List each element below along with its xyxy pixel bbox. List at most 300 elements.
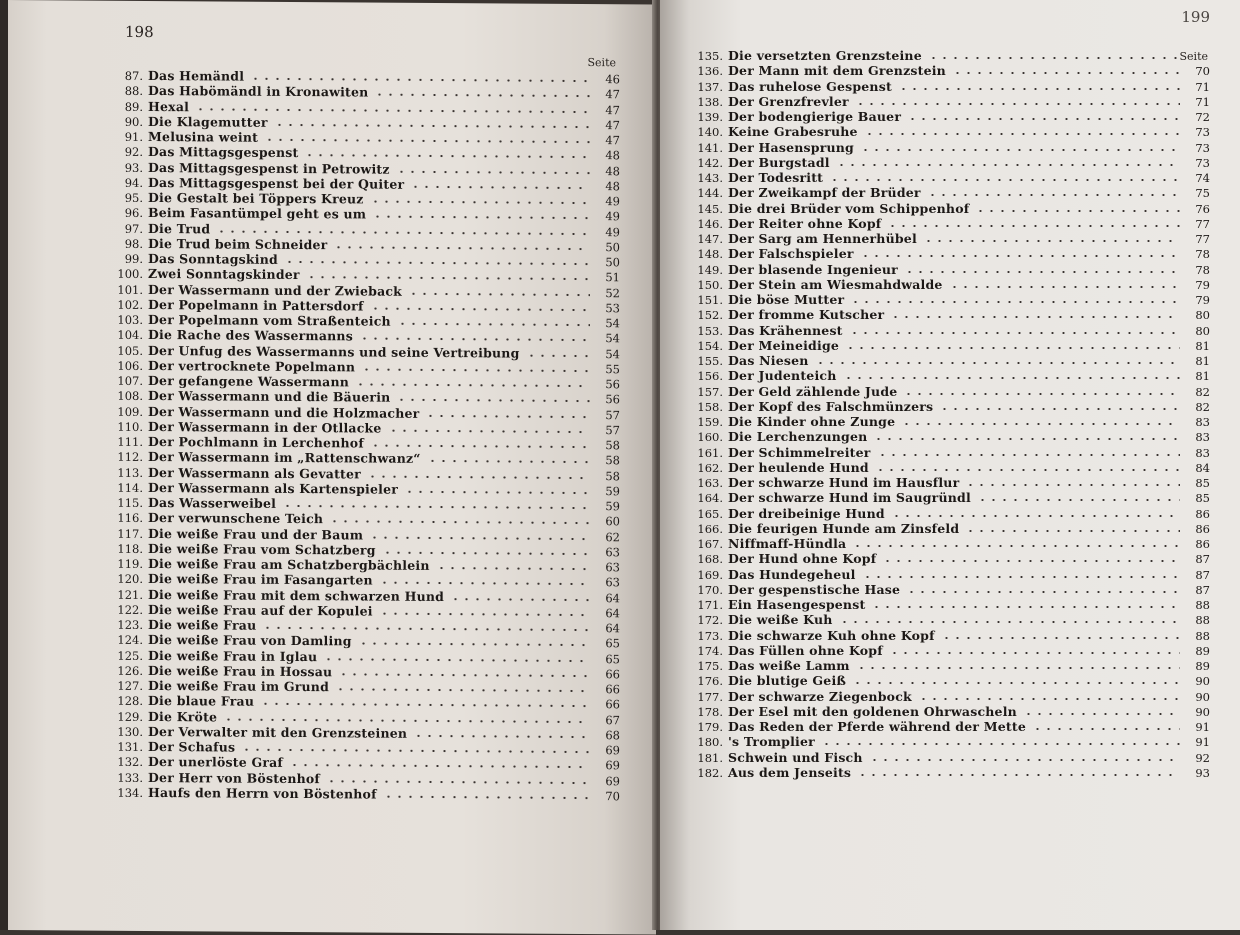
- dot-leader: [952, 72, 1180, 74]
- toc-entry: [688, 368, 1210, 383]
- entry-title: Das weiße Lamm: [728, 658, 850, 673]
- entry-number: 88.: [124, 84, 143, 99]
- entry-page: 89: [1195, 643, 1210, 658]
- entry-number: 180.: [697, 735, 723, 750]
- dot-leader: [250, 78, 590, 82]
- toc-entry: [688, 140, 1210, 155]
- entry-title: Das Wasserweibel: [148, 494, 277, 511]
- dot-leader: [1032, 728, 1180, 730]
- entry-page: 88: [1195, 613, 1210, 628]
- entry-page: 49: [605, 194, 620, 209]
- entry-title: Die weiße Frau von Damling: [148, 632, 352, 649]
- entry-number: 92.: [124, 145, 143, 160]
- entry-title: Der Wassermann in der Otllacke: [148, 418, 382, 436]
- entry-page: 62: [605, 529, 620, 544]
- entry-title: Der Grenzfrevler: [728, 93, 849, 109]
- dot-leader: [849, 332, 1180, 334]
- toc-entry: [688, 582, 1210, 597]
- entry-page: 73: [1195, 140, 1210, 155]
- entry-page: 56: [605, 377, 620, 392]
- entry-page: 54: [605, 346, 620, 361]
- dot-leader: [329, 521, 590, 525]
- dot-leader: [975, 210, 1180, 212]
- dot-leader: [928, 57, 1180, 59]
- dot-leader: [856, 667, 1180, 669]
- entry-title: Der Zweikampf der Brüder: [728, 185, 921, 201]
- entry-title: Der Wassermann im „Rattenschwanz“: [148, 449, 421, 467]
- entry-page: 66: [605, 697, 620, 712]
- entry-title: Der blasende Ingenieur: [728, 261, 898, 277]
- dot-leader: [436, 567, 590, 570]
- entry-title: Der Popelmann vom Straßenteich: [148, 311, 391, 329]
- dot-leader: [860, 149, 1180, 151]
- dot-leader: [359, 338, 590, 342]
- toc-entry: [688, 292, 1210, 307]
- entry-page: 51: [605, 270, 620, 285]
- entry-title: Zwei Sonntagskinder: [148, 266, 300, 283]
- entry-page: 49: [605, 224, 620, 239]
- entry-page: 58: [605, 468, 620, 483]
- entry-page: 81: [1195, 354, 1210, 368]
- dot-leader: [869, 759, 1180, 761]
- dot-leader: [857, 774, 1180, 776]
- toc-entry: [688, 399, 1210, 414]
- entry-number: 158.: [697, 399, 723, 414]
- entry-page: 64: [605, 605, 620, 621]
- entry-page: 58: [605, 453, 620, 468]
- entry-page: 50: [605, 239, 620, 255]
- dot-leader: [1023, 713, 1180, 715]
- toc-entry: [688, 384, 1210, 399]
- entry-title: Die blutige Geiß: [728, 673, 847, 689]
- entry-page: 86: [1195, 506, 1210, 521]
- entry-number: 150.: [697, 277, 723, 292]
- entry-page: 92: [1195, 750, 1210, 765]
- entry-number: 110.: [117, 419, 143, 434]
- entry-page: 72: [1195, 110, 1210, 124]
- entry-number: 93.: [124, 160, 143, 175]
- dot-leader: [882, 560, 1180, 562]
- entry-title: Der Wassermann und die Bäuerin: [148, 388, 391, 405]
- entry-title: Die Rache des Wassermanns: [148, 327, 353, 344]
- toc-entry: [688, 414, 1210, 429]
- entry-number: 107.: [117, 373, 143, 388]
- entry-title: Die böse Mutter: [728, 292, 845, 307]
- toc-entry: [688, 612, 1210, 627]
- entry-number: 181.: [697, 750, 723, 765]
- entry-title: 's Tromplier: [728, 734, 815, 750]
- entry-title: Die Lerchenzungen: [728, 429, 868, 445]
- entry-page: 75: [1195, 186, 1210, 201]
- page-number-left: 198: [125, 22, 154, 42]
- entry-title: Die weiße Frau im Grund: [148, 677, 330, 695]
- entry-title: Die feurigen Hunde am Zinsfeld: [728, 520, 960, 536]
- entry-title: Ein Hasengespenst: [728, 597, 866, 612]
- entry-number: 132.: [117, 755, 143, 770]
- entry-title: Der Geld zählende Jude: [728, 383, 898, 399]
- entry-number: 129.: [117, 709, 143, 724]
- entry-title: Der Herr von Böstenhof: [148, 769, 321, 786]
- toc-entry: [688, 429, 1210, 444]
- entry-page: 69: [605, 773, 620, 788]
- dot-leader: [450, 598, 590, 601]
- entry-page: 77: [1195, 232, 1210, 246]
- entry-number: 136.: [697, 64, 723, 79]
- entry-number: 99.: [124, 251, 143, 266]
- entry-page: 87: [1195, 567, 1210, 582]
- entry-page: 46: [605, 72, 620, 87]
- entry-number: 97.: [124, 221, 143, 236]
- entry-number: 123.: [117, 617, 143, 632]
- dot-leader: [939, 408, 1180, 410]
- entry-page: 47: [605, 87, 620, 102]
- entry-number: 146.: [697, 216, 723, 231]
- entry-number: 177.: [697, 689, 723, 704]
- dot-leader: [949, 286, 1180, 288]
- right-page: [660, 0, 1240, 930]
- entry-page: 73: [1195, 155, 1210, 170]
- entry-title: Der schwarze Hund im Saugründl: [728, 490, 971, 506]
- entry-number: 143.: [697, 171, 723, 185]
- entry-title: Das Mittagsgespenst bei der Quiter: [148, 174, 405, 192]
- entry-title: Die weiße Kuh: [728, 612, 833, 628]
- entry-title: Die weiße Frau mit dem schwarzen Hund: [148, 586, 445, 604]
- dot-leader: [875, 469, 1180, 471]
- entry-number: 174.: [697, 643, 723, 658]
- entry-number: 102.: [117, 297, 143, 312]
- entry-page: 50: [605, 255, 620, 270]
- entry-number: 151.: [697, 293, 723, 307]
- entry-number: 111.: [117, 434, 143, 449]
- entry-number: 178.: [697, 704, 723, 719]
- dot-leader: [383, 795, 590, 798]
- entry-title: Die weiße Frau am Schatzbergbächlein: [148, 555, 430, 573]
- entry-title: Die Kinder ohne Zunge: [728, 414, 896, 429]
- entry-number: 95.: [124, 190, 143, 205]
- toc-entry: [688, 338, 1210, 353]
- toc-entry: [108, 784, 620, 803]
- entry-number: 135.: [697, 49, 723, 63]
- entry-page: 48: [605, 163, 620, 178]
- dot-leader: [864, 133, 1180, 135]
- entry-page: 83: [1195, 445, 1210, 460]
- entry-title: Das ruhelose Gespenst: [728, 78, 892, 94]
- entry-number: 119.: [117, 556, 143, 571]
- entry-title: Schwein und Fisch: [728, 749, 863, 765]
- entry-page: 78: [1195, 247, 1210, 262]
- dot-leader: [907, 118, 1180, 120]
- entry-number: 167.: [697, 537, 723, 551]
- dot-leader: [871, 606, 1180, 608]
- toc-entry: [688, 216, 1210, 231]
- entry-number: 165.: [697, 506, 723, 521]
- dot-leader: [374, 94, 590, 98]
- entry-page: 77: [1195, 216, 1210, 231]
- entry-title: Das Reden der Pferde während der Mette: [728, 719, 1026, 734]
- entry-number: 145.: [697, 201, 723, 216]
- entry-title: Die weiße Frau auf der Kopulei: [148, 601, 373, 619]
- entry-page: 56: [605, 392, 620, 407]
- entry-page: 82: [1195, 384, 1210, 399]
- entry-page: 80: [1195, 323, 1210, 338]
- entry-page: 54: [605, 316, 620, 331]
- entry-number: 160.: [697, 430, 723, 445]
- entry-page: 58: [605, 438, 620, 453]
- dot-leader: [918, 698, 1180, 700]
- entry-number: 103.: [117, 312, 143, 327]
- entry-page: 86: [1195, 521, 1210, 536]
- entry-page: 53: [605, 300, 620, 316]
- toc-entry: [688, 597, 1210, 612]
- entry-page: 71: [1195, 79, 1210, 94]
- dot-leader: [284, 261, 590, 265]
- entry-page: 91: [1195, 720, 1210, 734]
- entry-page: 57: [605, 422, 620, 438]
- entry-page: 78: [1195, 262, 1210, 277]
- dot-leader: [845, 347, 1180, 349]
- entry-number: 152.: [697, 308, 723, 323]
- entry-page: 90: [1195, 674, 1210, 689]
- entry-page: 64: [605, 590, 620, 605]
- toc-entry: [688, 506, 1210, 521]
- entry-number: 147.: [697, 232, 723, 246]
- entry-title: Der gefangene Wassermann: [148, 372, 350, 390]
- entry-title: Der Kopf des Falschmünzers: [728, 398, 934, 414]
- entry-title: Das Niesen: [728, 353, 809, 368]
- entry-title: Der Pochlmann in Lerchenhof: [148, 433, 364, 451]
- toc-entry: [688, 109, 1210, 124]
- entry-number: 179.: [697, 720, 723, 734]
- toc-entry: [688, 628, 1210, 643]
- toc-entry: [688, 124, 1210, 139]
- dot-leader: [860, 255, 1180, 257]
- entry-number: 100.: [117, 267, 143, 282]
- dot-leader: [388, 430, 590, 433]
- entry-number: 108.: [117, 389, 143, 404]
- dot-leader: [852, 545, 1180, 547]
- entry-number: 172.: [697, 613, 723, 628]
- entry-number: 164.: [697, 491, 723, 506]
- entry-number: 90.: [124, 114, 143, 129]
- entry-page: 88: [1195, 598, 1210, 612]
- dot-leader: [852, 682, 1180, 684]
- entry-page: 70: [605, 788, 620, 804]
- dot-leader: [326, 780, 590, 784]
- toc-entry: [688, 48, 1210, 63]
- entry-page: 93: [1195, 765, 1210, 780]
- entry-number: 153.: [697, 323, 723, 338]
- dot-leader: [941, 637, 1180, 639]
- dot-leader: [891, 515, 1180, 517]
- entry-number: 101.: [117, 282, 143, 297]
- entry-number: 105.: [117, 343, 143, 358]
- dot-leader: [890, 316, 1180, 318]
- entry-page: 79: [1195, 293, 1210, 307]
- dot-leader: [821, 743, 1180, 745]
- entry-title: Das Hundegeheul: [728, 566, 856, 582]
- entry-number: 130.: [117, 724, 143, 739]
- entry-page: 48: [605, 148, 620, 163]
- toc-entry: [688, 658, 1210, 673]
- entry-page: 47: [605, 117, 620, 133]
- entry-number: 140.: [697, 125, 723, 140]
- entry-page: 54: [605, 331, 620, 346]
- dot-leader: [396, 170, 590, 173]
- entry-title: Der Wassermann als Gevatter: [148, 464, 361, 481]
- entry-title: Der unerlöste Graf: [148, 754, 283, 771]
- entry-title: Keine Grabesruhe: [728, 124, 858, 140]
- entry-title: Die weiße Frau in Hossau: [148, 662, 333, 680]
- entry-title: Aus dem Jenseits: [728, 764, 852, 780]
- entry-page: 49: [605, 209, 620, 224]
- entry-title: Der heulende Hund: [728, 459, 869, 475]
- entry-number: 162.: [697, 460, 723, 475]
- dot-leader: [370, 201, 590, 205]
- dot-leader: [829, 179, 1180, 181]
- dot-leader: [855, 103, 1180, 105]
- dot-leader: [241, 749, 590, 753]
- entry-page: 69: [605, 758, 620, 773]
- entry-number: 134.: [117, 785, 143, 800]
- entry-page: 59: [605, 483, 620, 499]
- dot-leader: [923, 240, 1180, 242]
- entry-title: Der Schimmelreiter: [728, 444, 871, 460]
- entry-title: Die Trud: [148, 220, 211, 236]
- entry-title: Das Sonntagskind: [148, 250, 278, 267]
- toc-entry: [688, 643, 1210, 658]
- entry-number: 89.: [124, 99, 143, 114]
- dot-leader: [843, 377, 1181, 379]
- toc-entry: [688, 734, 1210, 749]
- entry-number: 113.: [117, 465, 143, 480]
- entry-number: 114.: [117, 480, 143, 495]
- entry-title: Der bodengierige Bauer: [728, 109, 902, 124]
- toc-entry: [688, 719, 1210, 734]
- entry-page: 63: [605, 575, 620, 590]
- seite-label-right: Seite: [1179, 50, 1208, 63]
- entry-title: Der Sarg am Hennerhübel: [728, 231, 917, 246]
- entry-title: Der fromme Kutscher: [728, 307, 885, 323]
- entry-title: Das Hemändl: [148, 67, 245, 84]
- entry-number: 98.: [124, 236, 143, 251]
- entry-number: 149.: [697, 262, 723, 277]
- toc-entry: [688, 201, 1210, 216]
- entry-title: Die versetzten Grenzsteine: [728, 48, 922, 63]
- entry-number: 121.: [117, 587, 143, 602]
- entry-number: 139.: [697, 110, 723, 124]
- entry-number: 131.: [117, 739, 143, 754]
- entry-number: 170.: [697, 582, 723, 597]
- entry-number: 161.: [697, 445, 723, 460]
- entry-page: 64: [605, 621, 620, 636]
- entry-page: 47: [605, 133, 620, 148]
- entry-page: 91: [1195, 735, 1210, 750]
- entry-number: 175.: [697, 659, 723, 673]
- entry-page: 82: [1195, 399, 1210, 414]
- dot-leader: [282, 505, 590, 509]
- toc-list-right: [688, 48, 1210, 780]
- entry-page: 57: [605, 407, 620, 422]
- entry-title: Der vertrocknete Popelmann: [148, 357, 356, 375]
- dot-leader: [355, 384, 590, 388]
- entry-number: 91.: [124, 129, 143, 144]
- dot-leader: [333, 246, 590, 250]
- entry-page: 65: [605, 636, 620, 651]
- entry-title: Der Schafus: [148, 738, 236, 755]
- entry-number: 155.: [697, 354, 723, 368]
- toc-entry: [688, 689, 1210, 704]
- dot-leader: [836, 164, 1180, 166]
- toc-entry: [688, 536, 1210, 551]
- dot-leader: [404, 491, 590, 494]
- dot-leader: [260, 703, 590, 707]
- entry-number: 138.: [697, 94, 723, 109]
- entry-title: Niffmaff-Hündla: [728, 536, 847, 551]
- dot-leader: [862, 576, 1180, 578]
- entry-title: Die weiße Frau und der Baum: [148, 525, 364, 542]
- entry-number: 128.: [117, 694, 143, 709]
- entry-title: Das Mittagsgespenst in Petrowitz: [148, 159, 390, 177]
- entry-title: Die Kröte: [148, 708, 218, 724]
- entry-title: Der Falschspieler: [728, 246, 854, 262]
- dot-leader: [379, 612, 590, 615]
- entry-title: Der Esel mit den goldenen Ohrwascheln: [728, 703, 1017, 719]
- entry-number: 104.: [117, 328, 143, 343]
- entry-page: 83: [1195, 415, 1210, 429]
- toc-entry: [688, 490, 1210, 505]
- entry-page: 74: [1195, 171, 1210, 185]
- dot-leader: [306, 276, 590, 280]
- entry-title: Der Judenteich: [728, 368, 837, 384]
- dot-leader: [839, 621, 1180, 623]
- entry-number: 154.: [697, 338, 723, 353]
- entry-title: Der schwarze Hund im Hausflur: [728, 475, 960, 490]
- toc-entry: [688, 445, 1210, 460]
- entry-page: 83: [1195, 430, 1210, 445]
- entry-title: Die weiße Frau vom Schatzberg: [148, 540, 376, 558]
- dot-leader: [425, 415, 590, 418]
- toc-entry: [688, 521, 1210, 536]
- dot-leader: [216, 230, 590, 235]
- toc-entry: [688, 323, 1210, 338]
- toc-entry: [688, 262, 1210, 277]
- entry-page: 69: [605, 743, 620, 758]
- entry-title: Die weiße Frau im Fasangarten: [148, 571, 373, 588]
- dot-leader: [262, 627, 590, 631]
- entry-page: 73: [1195, 125, 1210, 140]
- toc-entry: [688, 94, 1210, 109]
- dot-leader: [195, 108, 590, 113]
- dot-leader: [898, 88, 1180, 90]
- dot-leader: [889, 652, 1180, 654]
- dot-leader: [410, 186, 590, 189]
- entry-page: 71: [1195, 94, 1210, 109]
- entry-page: 52: [605, 285, 620, 300]
- entry-page: 60: [605, 514, 620, 529]
- entry-title: Das Mittagsgespenst: [148, 144, 299, 161]
- entry-number: 109.: [117, 404, 143, 419]
- dot-leader: [877, 454, 1180, 456]
- entry-page: 66: [605, 682, 620, 697]
- entry-page: 80: [1195, 308, 1210, 323]
- entry-page: 66: [605, 666, 620, 682]
- toc-entry: [688, 765, 1210, 780]
- entry-title: Der gespenstische Hase: [728, 581, 901, 597]
- entry-title: Die weiße Frau: [148, 616, 257, 633]
- entry-page: 90: [1195, 704, 1210, 719]
- left-page: [8, 0, 656, 935]
- entry-title: Das Füllen ohne Kopf: [728, 642, 883, 658]
